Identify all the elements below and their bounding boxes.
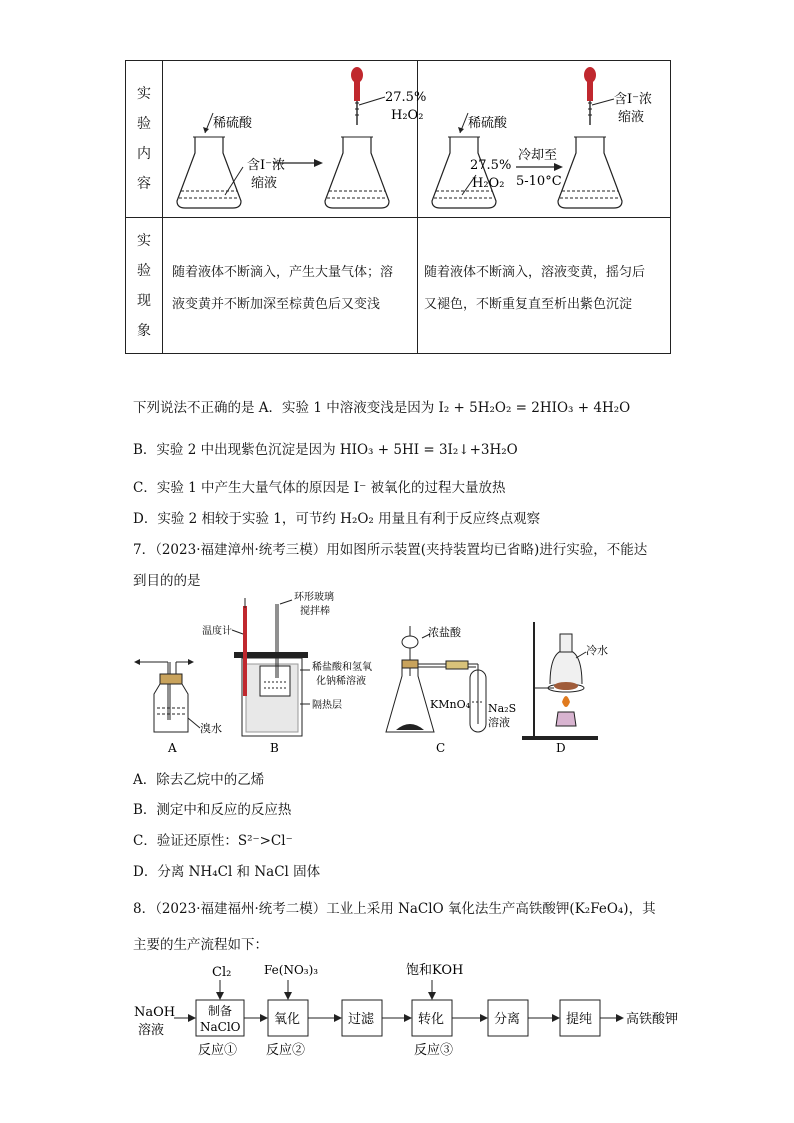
flow-box-label: 转化 — [418, 1012, 445, 1027]
flow-box-label: 分离 — [494, 1012, 521, 1027]
row-header-char: 现 — [137, 293, 151, 309]
q7-option-c: C．验证还原性：S²⁻>Cl⁻ — [133, 833, 293, 849]
q6-option-d: D．实验 2 相较于实验 1，可节约 H₂O₂ 用量且有利于反应终点观察 — [133, 511, 541, 527]
label-na2s: 溶液 — [488, 716, 510, 729]
flow-reaction-label: 反应③ — [414, 1043, 454, 1058]
table-divider — [126, 217, 670, 218]
apparatus-b-label: B — [270, 741, 279, 755]
row-header-char: 验 — [137, 263, 151, 279]
label-iodide-concentrate: 缩液 — [618, 110, 645, 125]
label-thermometer: 温度计 — [202, 626, 232, 637]
q7-apparatus-figure — [130, 594, 610, 760]
label-kmno4: KMnO₄ — [430, 698, 470, 711]
row-header-char: 象 — [137, 323, 151, 339]
q7-stem: 7．（2023·福建漳州·统考三模）用如图所示装置(夹持装置均已省略)进行实验，不能达 — [133, 542, 648, 558]
q8-flowchart — [130, 958, 710, 1062]
flow-start: NaOH — [134, 1005, 176, 1020]
row-header-char: 验 — [137, 116, 151, 132]
row-header-char: 实 — [137, 86, 151, 102]
apparatus-a — [134, 659, 222, 755]
label-cold-water: 冷水 — [586, 644, 608, 657]
flow-box-label: 过滤 — [348, 1012, 375, 1027]
label-dilute-sulfuric-acid: 稀硫酸 — [213, 116, 253, 131]
label-h2o2: H₂O₂ — [472, 176, 505, 191]
flow-input-koh: 饱和KOH — [406, 963, 464, 978]
label-insulation: 隔热层 — [312, 700, 342, 711]
experiment-2-figure — [418, 61, 670, 217]
label-cool-to: 冷却至 — [518, 148, 558, 163]
label-h2o2-percent: 27.5% — [470, 158, 512, 173]
experiment-1-figure — [163, 61, 427, 217]
apparatus-c-label: C — [436, 741, 446, 755]
label-dilute-sulfuric-acid: 稀硫酸 — [468, 116, 508, 131]
q6-option-b: B．实验 2 中出现紫色沉淀是因为 HIO₃ + 5HI = 3I₂↓+3H₂O — [133, 442, 518, 458]
label-conc-hcl: 浓盐酸 — [428, 626, 461, 639]
observation-2-line: 随着液体不断滴入，溶液变黄，摇匀后 — [424, 265, 646, 280]
flow-product: 高铁酸钾 — [626, 1012, 679, 1027]
flow-box-label: 氧化 — [274, 1012, 301, 1027]
apparatus-c — [386, 625, 516, 755]
q6-stem: 下列说法不正确的是 A．实验 1 中溶液变浅是因为 I₂ + 5H₂O₂ = 2HIO₃ + 4H₂O — [133, 400, 631, 416]
label-iodide-concentrate: 缩液 — [251, 176, 278, 191]
flow-start: 溶液 — [138, 1023, 165, 1038]
apparatus-d — [522, 622, 608, 755]
q7-option-b: B．测定中和反应的反应热 — [133, 802, 292, 818]
row-header-char: 容 — [137, 176, 151, 192]
label-iodide-concentrate: 含I⁻浓 — [247, 158, 285, 173]
label-h2o2: H₂O₂ — [391, 108, 424, 123]
label-stirrer: 环形玻璃 — [294, 592, 334, 603]
label-h2o2-percent: 27.5% — [385, 90, 427, 105]
observation-2-line: 又褪色，不断重复直至析出紫色沉淀 — [424, 297, 633, 312]
flow-reaction-label: 反应① — [198, 1043, 238, 1058]
q7-stem: 到目的的是 — [133, 573, 201, 589]
flow-reaction-label: 反应② — [266, 1043, 306, 1058]
label-solution: 稀盐酸和氢氧 — [312, 662, 372, 673]
observation-1-line: 液变黄并不断加深至棕黄色后又变浅 — [172, 297, 381, 312]
apparatus-d-label: D — [556, 741, 566, 755]
flow-input-cl2: Cl₂ — [212, 965, 232, 980]
row-header-char: 实 — [137, 233, 151, 249]
flow-box-label: 提纯 — [566, 1012, 593, 1027]
label-bromine-water: 溴水 — [200, 722, 222, 735]
row-header-char: 内 — [137, 146, 151, 162]
label-temperature: 5-10°C — [516, 174, 562, 189]
q7-option-a: A．除去乙烷中的乙烯 — [133, 772, 265, 788]
q8-stem: 主要的生产流程如下： — [133, 937, 268, 953]
label-na2s: Na₂S — [488, 702, 517, 715]
flow-box-label: 制备 — [208, 1004, 233, 1018]
flow-input-fe: Fe(NO₃)₃ — [264, 963, 319, 977]
flow-box-label: NaClO — [200, 1020, 241, 1034]
q6-option-c: C．实验 1 中产生大量气体的原因是 I⁻ 被氧化的过程大量放热 — [133, 480, 506, 496]
q7-option-d: D．分离 NH₄Cl 和 NaCl 固体 — [133, 864, 321, 880]
apparatus-a-label: A — [168, 741, 177, 755]
experiment-table — [125, 60, 671, 354]
label-stirrer: 搅拌棒 — [300, 606, 330, 617]
q8-stem: 8．（2023·福建福州·统考二模）工业上采用 NaClO 氧化法生产高铁酸钾(K₂FeO₄)，其 — [133, 901, 656, 917]
observation-1-line: 随着液体不断滴入，产生大量气体；溶 — [172, 265, 394, 280]
apparatus-b — [202, 590, 372, 755]
label-iodide-concentrate: 含I⁻浓 — [614, 92, 652, 107]
label-solution: 化钠稀溶液 — [316, 676, 366, 687]
